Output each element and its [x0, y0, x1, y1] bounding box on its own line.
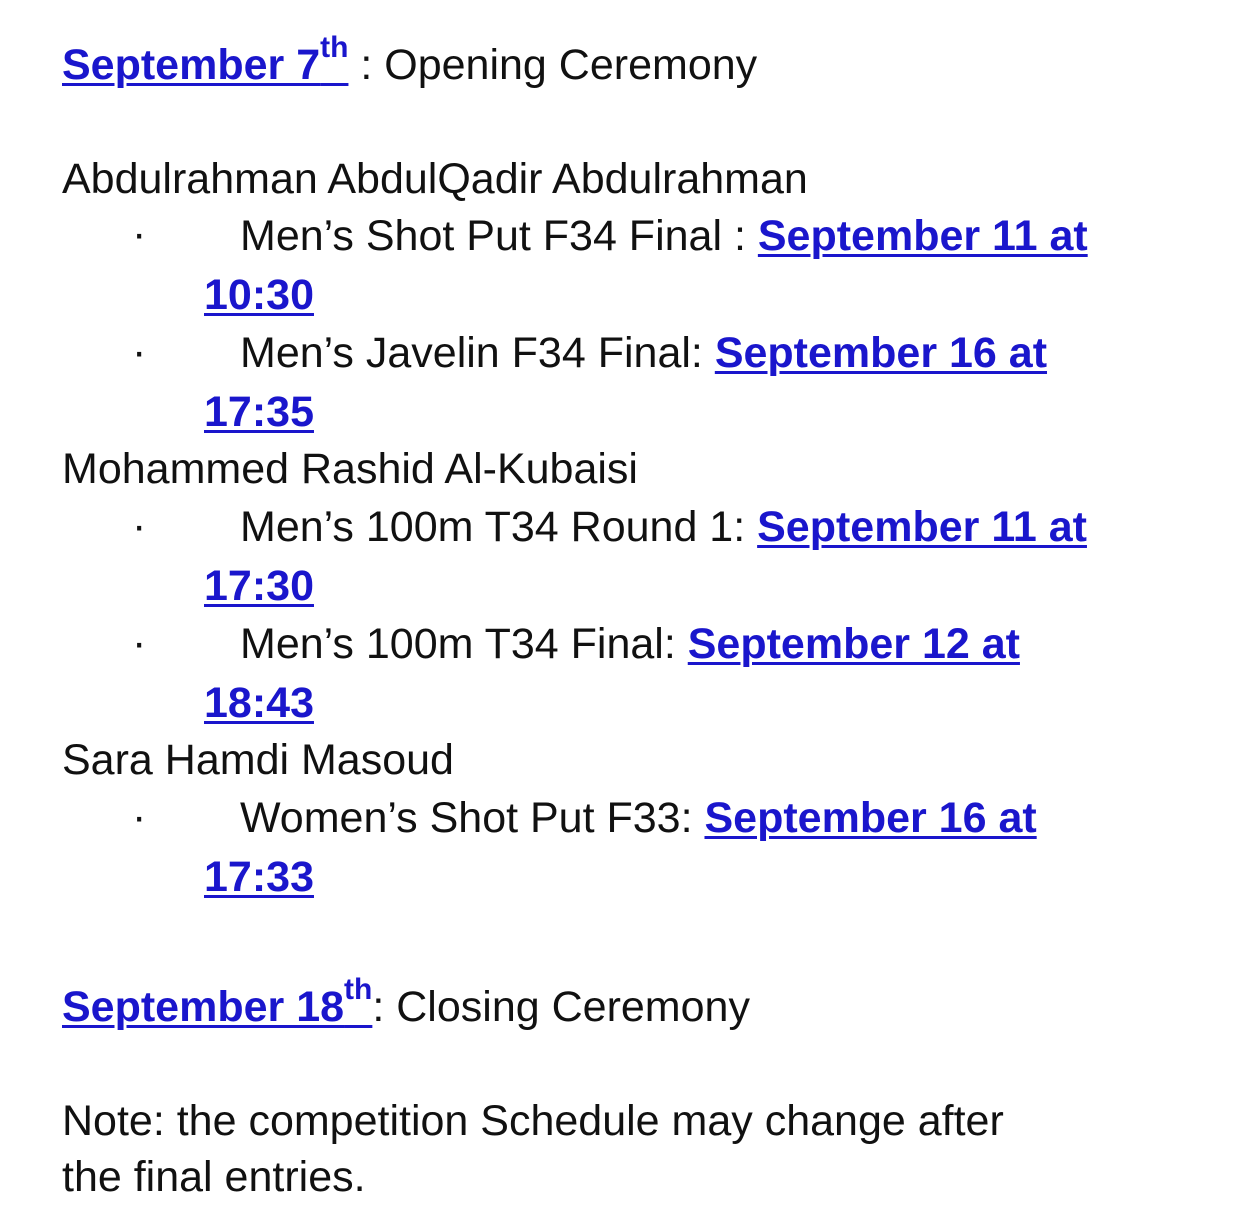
athlete-name: Sara Hamdi Masoud [62, 736, 454, 784]
event-date-link[interactable]: September 11 at [757, 503, 1087, 551]
event-line [240, 789, 1037, 847]
athlete-name: Abdulrahman AbdulQadir Abdulrahman [62, 155, 808, 203]
event-time-link[interactable]: 17:33 [204, 853, 314, 901]
event-time-line [204, 266, 314, 324]
closing-date-text: September 18 [62, 983, 345, 1031]
athlete-name: Mohammed Rashid Al-Kubaisi [62, 445, 638, 493]
event-name: Women’s Shot Put F33: [240, 794, 705, 842]
event-time-link[interactable]: 18:43 [204, 679, 314, 727]
bullet-marker: · [132, 328, 147, 376]
event-date-link[interactable]: September 16 at [714, 329, 1048, 377]
opening-date-text: September 7 [62, 41, 321, 89]
event-date-link[interactable]: September 11 at [757, 212, 1088, 260]
schedule-note-line-1: Note: the competition Schedule may change after [62, 1097, 1004, 1145]
event-time-line [204, 674, 314, 732]
event-name: Men’s 100m T34 Final: [240, 620, 688, 668]
event-date-link[interactable]: September 12 at [687, 620, 1020, 668]
event-date-link[interactable]: September 16 at [704, 794, 1037, 842]
bullet-marker: · [132, 502, 147, 550]
event-time-link[interactable]: 10:30 [204, 271, 314, 319]
event-time-line [204, 557, 314, 615]
event-line [240, 324, 1047, 382]
opening-ceremony-line [62, 31, 758, 94]
event-line [240, 615, 1020, 673]
event-name: Men’s Shot Put F34 Final : [240, 212, 758, 260]
bullet-marker: · [132, 793, 147, 841]
event-time-line [204, 848, 314, 906]
bullet-marker: · [132, 619, 147, 667]
event-line [240, 207, 1088, 265]
event-time-link[interactable]: 17:30 [204, 562, 314, 610]
event-name: Men’s 100m T34 Round 1: [240, 503, 758, 551]
event-name: Men’s Javelin F34 Final: [240, 329, 715, 377]
opening-date-link[interactable] [62, 31, 349, 89]
event-time-line [204, 383, 314, 441]
event-line [240, 498, 1087, 556]
closing-date-link[interactable] [62, 973, 373, 1031]
closing-ceremony-line [62, 973, 750, 1036]
bullet-marker: · [132, 210, 147, 258]
schedule-note-line-2: the final entries. [62, 1153, 366, 1201]
event-time-link[interactable]: 17:35 [204, 388, 314, 436]
opening-date-ordinal: th [320, 31, 349, 64]
closing-ceremony-label: : Closing Ceremony [372, 983, 750, 1031]
closing-date-ordinal: th [344, 973, 373, 1006]
opening-ceremony-label: : Opening Ceremony [348, 41, 758, 89]
